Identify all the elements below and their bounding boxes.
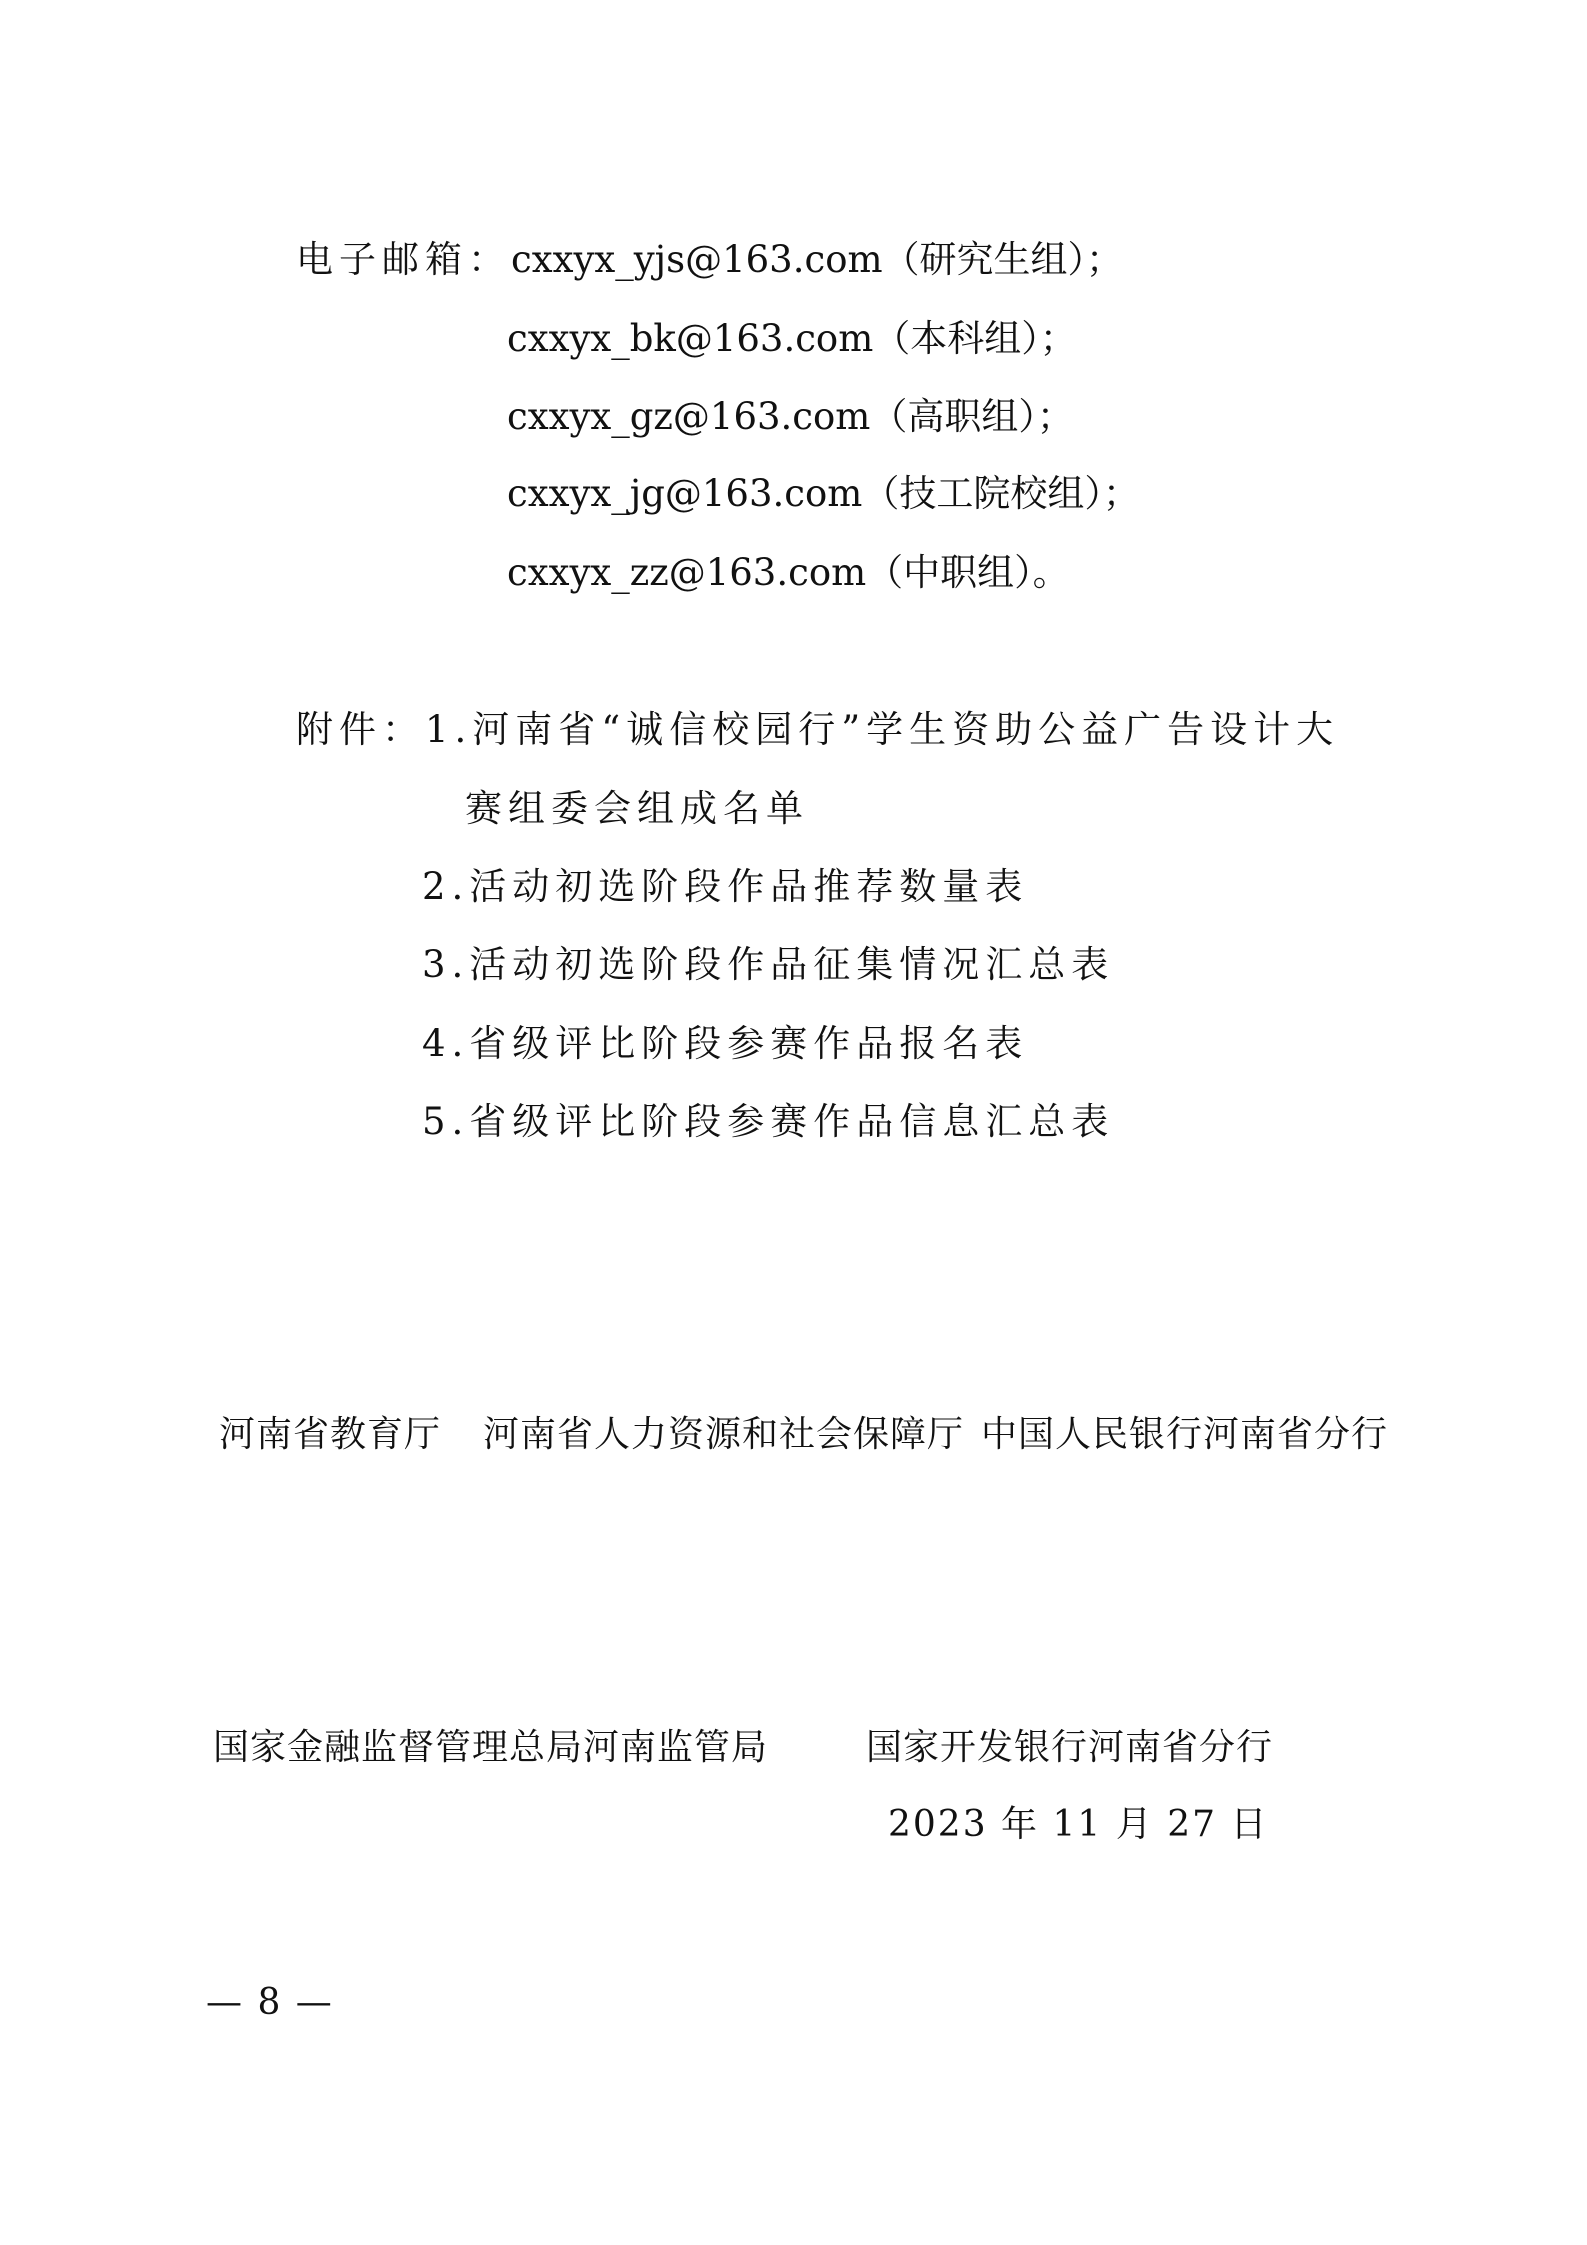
signatory-hr-social-security: 河南省人力资源和社会保障厅 (483, 1414, 965, 1455)
attachment-item-3: 3.活动初选阶段作品征集情况汇总表 (422, 943, 1115, 986)
email-address-technical-school: cxxyx_jg@163.com（技工院校组）； (507, 472, 1140, 515)
attachment-item-1-continued: 赛组委会组成名单 (465, 787, 809, 830)
email-address-secondary-vocational: cxxyx_zz@163.com（中职组）。 (507, 551, 1070, 594)
email-address-vocational-college: cxxyx_gz@163.com（高职组）； (507, 395, 1074, 438)
attachment-item-1: 1.河南省“诚信校园行”学生资助公益广告设计大 (425, 708, 1340, 751)
document-date: 2023 年 11 月 27 日 (888, 1804, 1269, 1845)
attachments-section (296, 705, 1339, 755)
email-section (296, 235, 1123, 285)
attachment-item-4: 4.省级评比阶段参赛作品报名表 (422, 1022, 1029, 1065)
email-address-undergraduate: cxxyx_bk@163.com（本科组）； (507, 317, 1077, 360)
signatory-pboc-henan: 中国人民银行河南省分行 (981, 1414, 1389, 1455)
email-address-graduate: cxxyx_yjs@163.com（研究生组）； (511, 238, 1124, 281)
email-label: 电子邮箱： (296, 238, 511, 281)
attachments-label: 附件： (296, 708, 425, 751)
signatory-education-department: 河南省教育厅 (219, 1414, 442, 1455)
signatory-cdb-henan: 国家开发银行河南省分行 (866, 1727, 1274, 1768)
attachment-item-5: 5.省级评比阶段参赛作品信息汇总表 (422, 1100, 1115, 1143)
attachment-item-2: 2.活动初选阶段作品推荐数量表 (422, 865, 1029, 908)
signatory-financial-regulatory: 国家金融监督管理总局河南监管局 (213, 1727, 769, 1768)
page-number: — 8 — (206, 1982, 334, 2023)
